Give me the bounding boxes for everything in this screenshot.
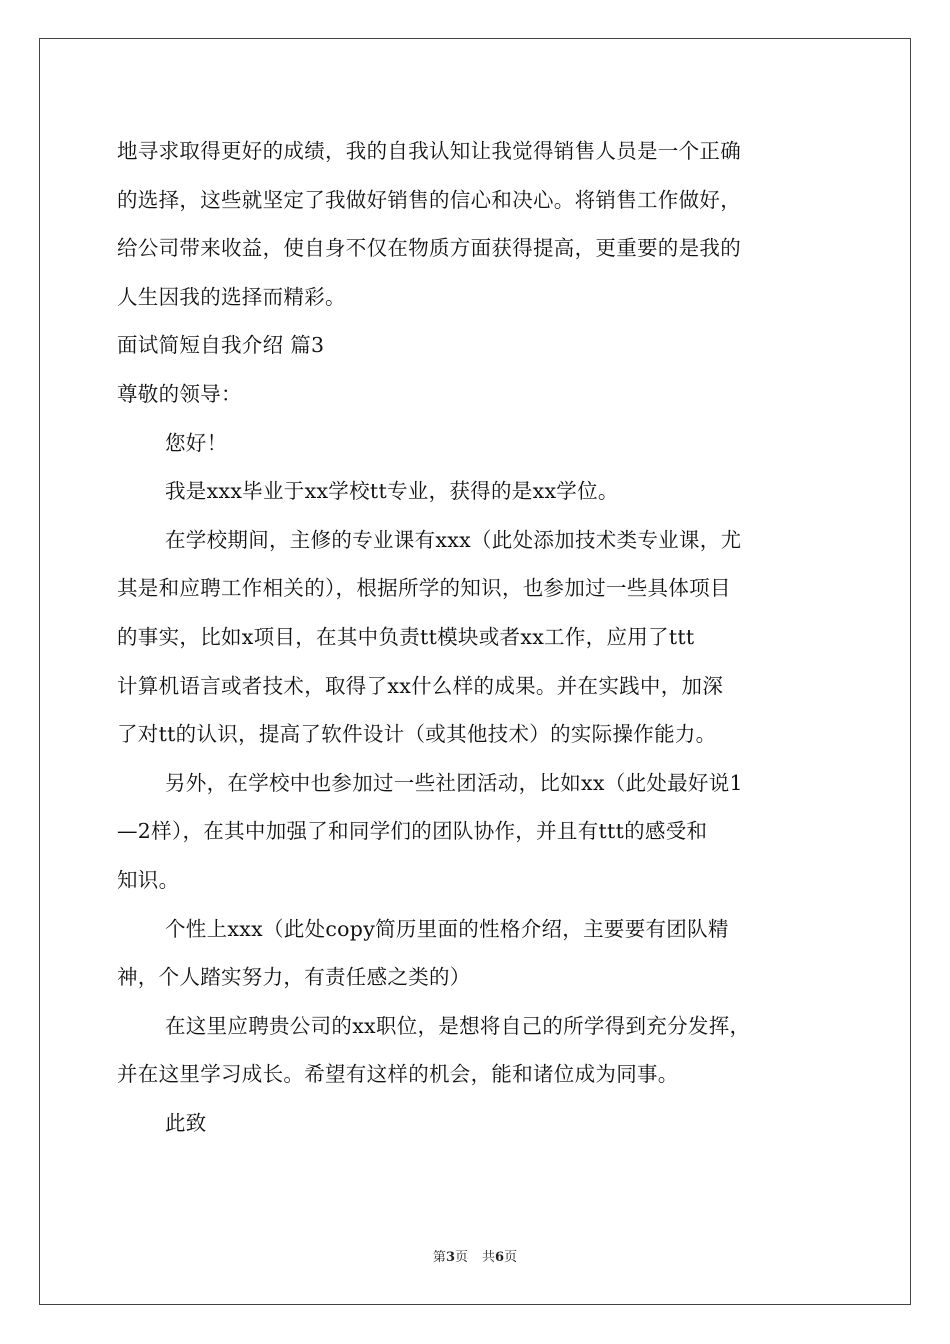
paragraph-line: 另外，在学校中也参加过一些社团活动，比如xx（此处最好说1 [165, 770, 743, 795]
paragraph-line: 的事实，比如x项目，在其中负责tt模块或者xx工作，应用了ttt [117, 624, 695, 649]
section-heading: 面试简短自我介绍 篇3 [117, 333, 325, 358]
page-mid: 页 [454, 1250, 468, 1265]
greeting: 您好！ [165, 430, 228, 455]
paragraph-line: 计算机语言或者技术，取得了xx什么样的成果。并在实践中，加深 [117, 673, 724, 698]
page-prefix: 第 [432, 1250, 446, 1265]
total-suffix: 页 [504, 1250, 518, 1265]
paragraph-line: 并在这里学习成长。希望有这样的机会，能和诸位成为同事。 [117, 1062, 679, 1087]
paragraph-line: 在这里应聘贵公司的xx职位，是想将自己的所学得到充分发挥， [165, 1013, 751, 1038]
paragraph-line: 个性上xxx（此处copy简历里面的性格介绍，主要要有团队精 [165, 916, 729, 941]
paragraph-line: 给公司带来收益，使自身不仅在物质方面获得提高，更重要的是我的 [117, 236, 741, 261]
closing-line: 此致 [165, 1110, 207, 1135]
paragraph-line: 的选择，这些就坚定了我做好销售的信心和决心。将销售工作做好， [117, 187, 741, 212]
paragraph-line: 其是和应聘工作相关的），根据所学的知识，也参加过一些具体项目 [117, 576, 731, 601]
total-prefix: 共 [482, 1250, 496, 1265]
salutation: 尊敬的领导： [117, 381, 242, 406]
paragraph-line: 人生因我的选择而精彩。 [117, 284, 346, 309]
current-page-number: 3 [445, 1250, 455, 1265]
paragraph-line: 地寻求取得更好的成绩，我的自我认知让我觉得销售人员是一个正确 [117, 139, 741, 163]
document-body [117, 127, 837, 1147]
paragraph-line: 在学校期间，主修的专业课有xxx（此处添加技术类专业课，尤 [165, 527, 742, 552]
paragraph-line: —2样），在其中加强了和同学们的团队协作，并且有ttt的感受和 [117, 819, 708, 844]
total-page-number: 6 [495, 1250, 505, 1265]
page-footer [0, 1246, 950, 1265]
paragraph-line: 神，个人踏实努力，有责任感之类的） [117, 965, 471, 990]
paragraph-line: 知识。 [117, 867, 180, 892]
paragraph-line: 了对tt的认识，提高了软件设计（或其他技术）的实际操作能力。 [117, 722, 717, 747]
paragraph-line: 我是xxx毕业于xx学校tt专业，获得的是xx学位。 [165, 479, 619, 504]
